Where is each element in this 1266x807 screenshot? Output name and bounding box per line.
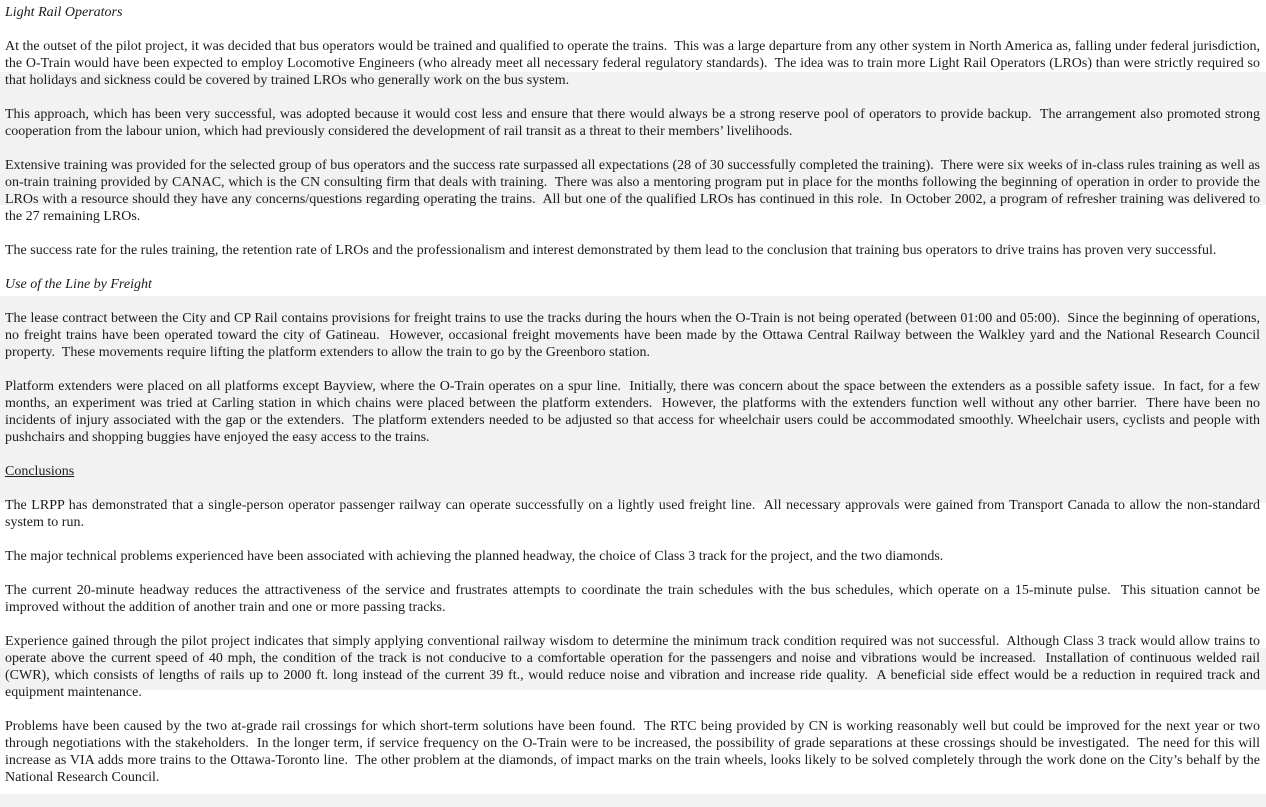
paragraph: The major technical problems experienced have been associated with achieving the planned headway, the choice of Class 3 track for the project, and the two diamonds.: [5, 549, 944, 564]
section-heading-light-rail-operators: Light Rail Operators: [5, 5, 123, 20]
scan-artifact-band: [0, 794, 1266, 807]
section-heading-conclusions: Conclusions: [5, 464, 75, 479]
paragraph: This approach, which has been very successful, was adopted because it would cost less and ensure that there would always be a strong reserve pool of operators to provide backup. The arrangement also promoted strong cooperation from the labour union, which had previously considered the development of rail transit as a threat to their members’ livelihoods.: [5, 107, 1264, 139]
paragraph: Experience gained through the pilot project indicates that simply applying conventional railway wisdom to determine the minimum track condition required was not successful. Although Class 3 track would allow trains to operate above the current speed of 40 mph, the condition of the track is not conducive to a comfortable operation for the passengers and noise and vibrations would be increased. Installation of continuous welded rail (CWR), which consists of lengths of rails up to 2000 ft. long instead of the current 39 ft., would reduce noise and vibration and increase ride quality. A beneficial side effect would be a reduction in required track and equipment maintenance.: [5, 634, 1264, 700]
paragraph: The LRPP has demonstrated that a single-person operator passenger railway can operate successfully on a lightly used freight line. All necessary approvals were gained from Transport Canada to allow the non-standard system to run.: [5, 498, 1264, 530]
paragraph: Platform extenders were placed on all platforms except Bayview, where the O-Train operates on a spur line. Initially, there was concern about the space between the extenders as a possible safety issue. In fact, for a few months, an experiment was tried at Carling station in which chains were placed between the platform extenders. However, the platforms with the extenders function well without any other barrier. There have been no incidents of injury associated with the gap or the extenders. The platform extenders needed to be adjusted so that access for wheelchair users could be accommodated smoothly. Wheelchair users, cyclists and people with pushchairs and shopping buggies have enjoyed the easy access to the trains.: [5, 379, 1264, 445]
paragraph: The current 20-minute headway reduces the attractiveness of the service and frustrates attempts to coordinate the train schedules with the bus schedules, which operate on a 15-minute pulse. This situation cannot be improved without the addition of another train and one or more passing tracks.: [5, 583, 1264, 615]
paragraph: The lease contract between the City and CP Rail contains provisions for freight trains to use the tracks during the hours when the O-Train is not being operated (between 01:00 and 05:00). Since the beginning of operations, no freight trains have been operated toward the city of Gatineau. However, occasional freight movements have been made by the Ottawa Central Railway between the Walkley yard and the National Research Council property. These movements require lifting the platform extenders to allow the train to go by the Greenboro station.: [5, 311, 1264, 360]
paragraph: Extensive training was provided for the selected group of bus operators and the success rate surpassed all expectations (28 of 30 successfully completed the training). There were six weeks of in-class rules training as well as on-train training provided by CANAC, which is the CN consulting firm that deals with training. There was also a mentoring program put in place for the months following the beginning of operation in order to provide the LROs with a resource should they have any concerns/questions regarding operating the trains. All but one of the qualified LROs has continued in this role. In October 2002, a program of refresher training was delivered to the 27 remaining LROs.: [5, 158, 1264, 224]
paragraph: The success rate for the rules training, the retention rate of LROs and the professionalism and interest demonstrated by them lead to the conclusion that training bus operators to drive trains has proven very successful.: [5, 243, 1217, 258]
paragraph: Problems have been caused by the two at-grade rail crossings for which short-term solutions have been found. The RTC being provided by CN is working reasonably well but could be improved for the next year or two through negotiations with the stakeholders. In the longer term, if service frequency on the O-Train were to be increased, the possibility of grade separations at these crossings should be investigated. The need for this will increase as VIA adds more trains to the Ottawa-Toronto line. The other problem at the diamonds, of impact marks on the train wheels, looks likely to be solved completely through the work done on the City’s behalf by the National Research Council.: [5, 719, 1264, 785]
paragraph: At the outset of the pilot project, it was decided that bus operators would be trained and qualified to operate the trains. This was a large departure from any other system in North America as, falling under federal jurisdiction, the O-Train would have been expected to employ Locomotive Engineers (who already meet all necessary federal regulatory standards). The idea was to train more Light Rail Operators (LROs) than were strictly required so that holidays and sickness could be covered by trained LROs who generally work on the bus system.: [5, 39, 1264, 88]
section-heading-use-of-line-by-freight: Use of the Line by Freight: [5, 277, 152, 292]
